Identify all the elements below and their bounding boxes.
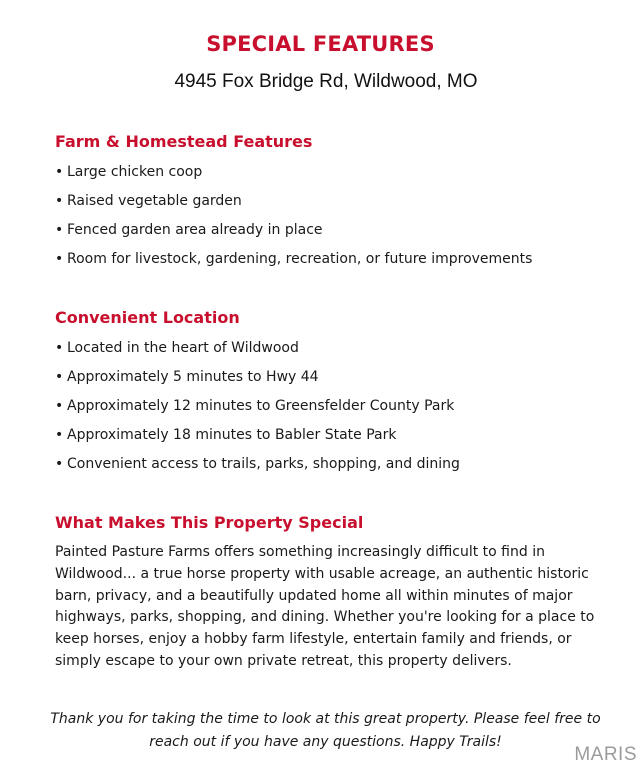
list-item: • Approximately 18 minutes to Babler State Park <box>55 427 397 443</box>
section-heading-special: What Makes This Property Special <box>55 513 364 532</box>
closing-line-2: reach out if you have any questions. Happy Trails! <box>149 734 502 750</box>
list-item: • Approximately 12 minutes to Greensfelder County Park <box>55 398 455 414</box>
list-item: • Located in the heart of Wildwood <box>55 340 299 356</box>
list-item-text: Room for livestock, gardening, recreation, or future improvements <box>67 251 533 267</box>
list-item: • Large chicken coop <box>55 164 203 180</box>
list-item: • Convenient access to trails, parks, shopping, and dining <box>55 456 460 472</box>
maris-watermark: MARIS <box>574 744 637 765</box>
section-heading-farm: Farm & Homestead Features <box>55 132 313 151</box>
list-item-text: Convenient access to trails, parks, shopping, and dining <box>67 456 460 472</box>
section-heading-location: Convenient Location <box>55 308 240 327</box>
list-item: • Room for livestock, gardening, recreation, or future improvements <box>55 251 533 267</box>
list-item-text: Approximately 12 minutes to Greensfelder County Park <box>67 398 455 414</box>
list-item-text: Approximately 18 minutes to Babler State Park <box>67 427 397 443</box>
property-description: Painted Pasture Farms offers something increasingly difficult to find in Wildwood... a true horse property with usable acreage, an authentic historic barn, privacy, and a beautifully updated home all within minutes of major highways, parks, shopping, and dining. Whether you're looking for a place to keep horses, enjoy a hobby farm lifestyle, entertain family and friends, or simply escape to your own private retreat, this property delivers. <box>55 544 595 669</box>
list-item-text: Located in the heart of Wildwood <box>67 340 299 356</box>
list-item: • Raised vegetable garden <box>55 193 242 209</box>
list-item: • Approximately 5 minutes to Hwy 44 <box>55 369 319 385</box>
list-item-text: Approximately 5 minutes to Hwy 44 <box>67 369 319 385</box>
closing-line-1: Thank you for taking the time to look at this great property. Please feel free to <box>50 711 601 727</box>
closing-message <box>0 708 641 754</box>
list-item: • Fenced garden area already in place <box>55 222 323 238</box>
property-address: 4945 Fox Bridge Rd, Wildwood, MO <box>174 71 478 92</box>
list-item-text: Raised vegetable garden <box>67 193 242 209</box>
list-item-text: Fenced garden area already in place <box>67 222 323 238</box>
list-item-text: Large chicken coop <box>67 164 203 180</box>
location-features-list <box>55 338 460 483</box>
page-title: SPECIAL FEATURES <box>206 32 435 56</box>
farm-features-list <box>55 162 532 278</box>
